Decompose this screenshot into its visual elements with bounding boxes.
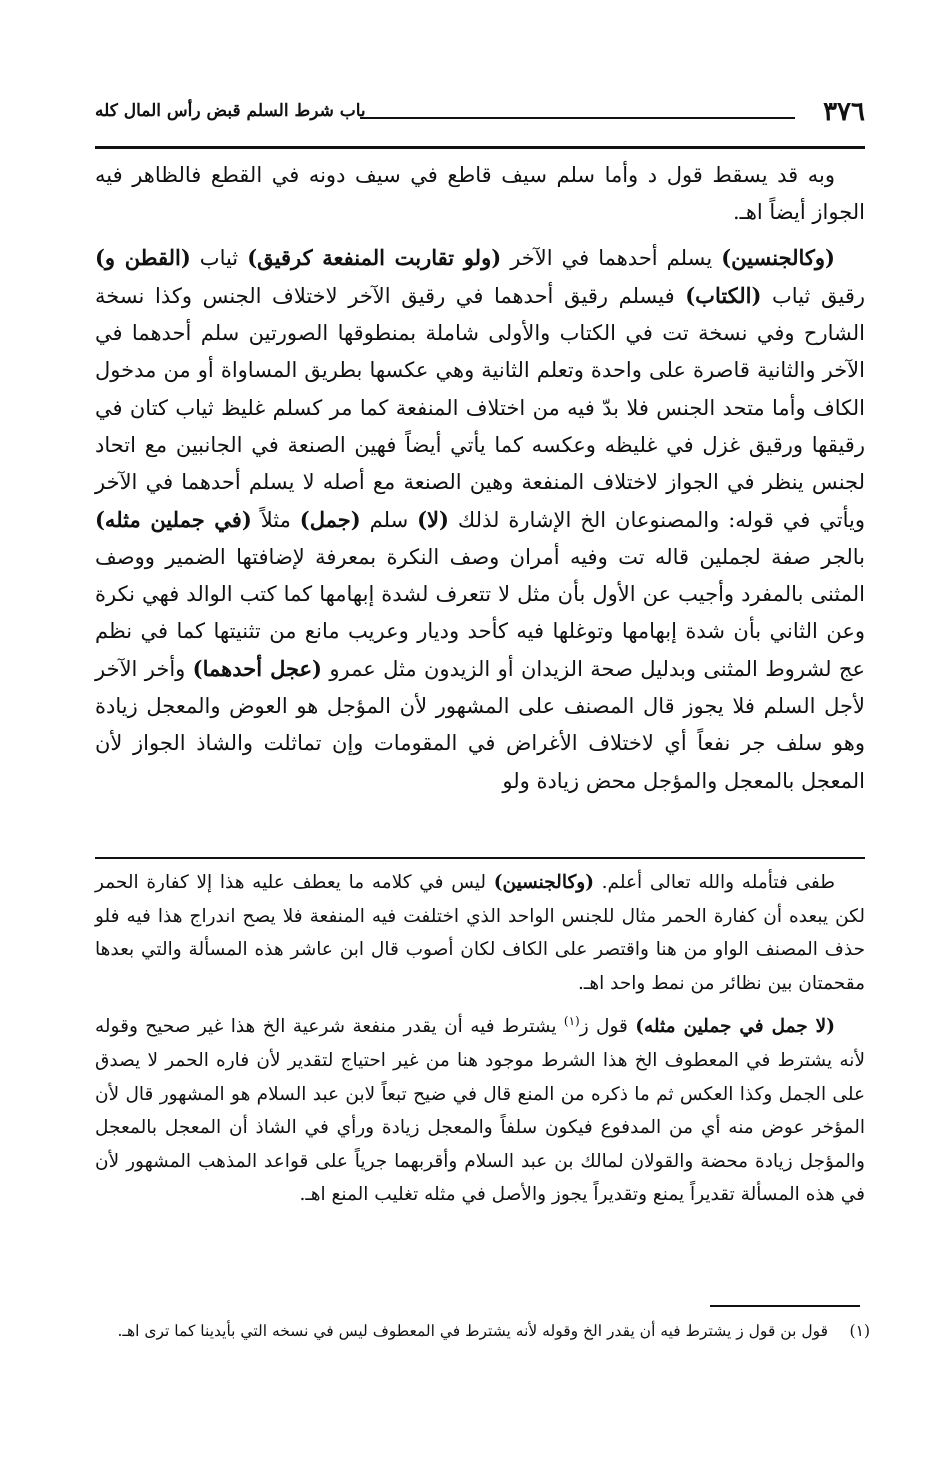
- header-dash-line: [360, 117, 795, 119]
- commentary-text: يسلم أحدهما في الآخر: [501, 246, 722, 271]
- footnote-marker: (١): [849, 1322, 870, 1340]
- chapter-title: باب شرط السلم قبض رأس المال كله: [95, 101, 366, 121]
- header-rule: [95, 146, 865, 149]
- annotation-paragraph-2: [95, 1010, 865, 1212]
- commentary-text: ثياب: [190, 246, 248, 271]
- footnote-separator-rule: [710, 1305, 860, 1307]
- footnote-text: قول بن قول ز يشترط فيه أن يقدر الخ وقوله لأنه يشترط في المعطوف ليس في نسخه التي بأيدينا كما ترى اهـ.: [117, 1322, 828, 1340]
- matn-phrase: (لا): [417, 506, 449, 532]
- annotations-section: [95, 866, 865, 1212]
- matn-phrase: (الكتاب): [685, 283, 762, 309]
- matn-phrase: (ولو تقاربت المنفعة كرقيق): [247, 245, 502, 271]
- annotation-paragraph-1: [95, 866, 865, 1000]
- matn-phrase: (لا جمل في جملين مثله): [635, 1016, 835, 1038]
- matn-phrase: (عجل أحدهما): [192, 656, 322, 682]
- main-text: [95, 157, 865, 800]
- commentary-text: مثلاً: [251, 507, 300, 532]
- main-paragraph-2: [95, 239, 865, 799]
- matn-phrase: (جمل): [299, 506, 361, 532]
- matn-phrase: (وكالجنسين): [721, 245, 835, 271]
- main-paragraph-1: وبه قد يسقط قول د وأما سلم سيف قاطع في سيف دونه في القطع فالظاهر فيه الجواز أيضاً اهـ.: [95, 163, 865, 225]
- annotation-text: قول ز: [579, 1016, 636, 1038]
- annotation-text: ليس في كلامه ما يعطف عليه هذا إلا كفارة الحمر لكن يبعده أن كفارة الحمر مثال للجنس الواحد الذي اختلفت فيه المنفعة فلا يصح اندراج هذا فيه فلو حذف المصنف الواو من هنا واقتصر على الكاف لكان أصوب قال ابن عاشر هذه المسألة والتي بعدها مقحمتان بين نظائر من نمط واحد اهـ.: [95, 872, 865, 994]
- commentary-text: رقيق ثياب: [761, 284, 866, 309]
- annotation-text: طفى فتأمله والله تعالى أعلم.: [593, 872, 835, 893]
- footnote: [95, 1318, 870, 1345]
- footnote-reference[interactable]: (١): [563, 1014, 580, 1029]
- commentary-text: فيسلم رقيق أحدهما في رقيق الآخر لاختلاف الجنس وكذا نسخة الشارح وفي نسخة تت في الكتاب والأولى شاملة بمنطوقها الصورتين سلم أحدهما في الآخر والثانية قاصرة على واحدة وتعلم الثانية وهي عكسها بطريق المساواة أو من مدخول الكاف وأما متحد الجنس فلا بدّ فيه من اختلاف المنفعة كما مر كسلم غليظ ثياب كتان في رقيقها ورقيق غزل في غليظه وعكسه كما يأتي أيضاً فهين الصنعة في الجانبين مع اتحاد لجنس ينظر في الجواز لاختلاف المنفعة وهين الصنعة مع أصله لا يسلم أحدهما في الآخر ويأتي في قوله: والمصنوعان الخ الإشارة لذلك: [95, 284, 866, 532]
- matn-phrase: (في جملين مثله): [95, 506, 252, 532]
- commentary-text: وأخر الآخر لأجل السلم فلا يجوز قال المصنف على المشهور لأن المؤجل هو العوض والمعجل زيادة وهو سلف جر نفعاً أي لاختلاف الأغراض في المقومات وإن تماثلت والشاذ الجواز لأن المعجل بالمعجل والمؤجل محض زيادة ولو: [95, 657, 865, 793]
- commentary-text: بالجر صفة لجملين قاله تت وفيه أمران وصف النكرة بمعرفة لإضافتها الضمير ووصف المثنى بالمفرد وأجيب عن الأول بأن مثل لا تتعرف لشدة إبهامها كما كتب الوالد فهي نكرة وعن الثاني بأن شدة إبهامها وتوغلها فيه كأحد وديار وعريب مانع من تثنيتها كما في نظم عج لشروط المثنى وبدليل صحة الزيدان أو الزيدون مثل عمرو: [95, 544, 865, 682]
- matn-phrase: (وكالجنسين): [493, 872, 594, 893]
- annotation-text: يشترط فيه أن يقدر منفعة شرعية الخ هذا غير صحيح وقوله لأنه يشترط في المعطوف الخ هذا الشرط موجود هنا من غير احتياج لتقدير لأن فاره الحمر لا يصدق على الجمل وكذا العكس ثم ما ذكره من المنع قال في ضيح تبعاً لابن عبد السلام هو المشهور قال لأن المؤخر عوض منه أي من المدفوع فيكون سلفاً والمعجل زيادة ورأي في الشاذ أن المعجل بالمعجل والمؤجل زيادة محضة والقولان لمالك بن عبد السلام وأقربهما جرياً على قواعد المذهب المشهور لأن في هذه المسألة تقديراً يمنع وتقديراً يجوز والأصل في مثله تغليب المنع اهـ.: [95, 1016, 865, 1206]
- running-header: [95, 92, 865, 132]
- commentary-text: سلم: [360, 507, 418, 532]
- page-number: ٣٧٦: [823, 97, 865, 127]
- notes-separator-rule: [95, 857, 865, 859]
- matn-phrase: (القطن و): [95, 245, 191, 271]
